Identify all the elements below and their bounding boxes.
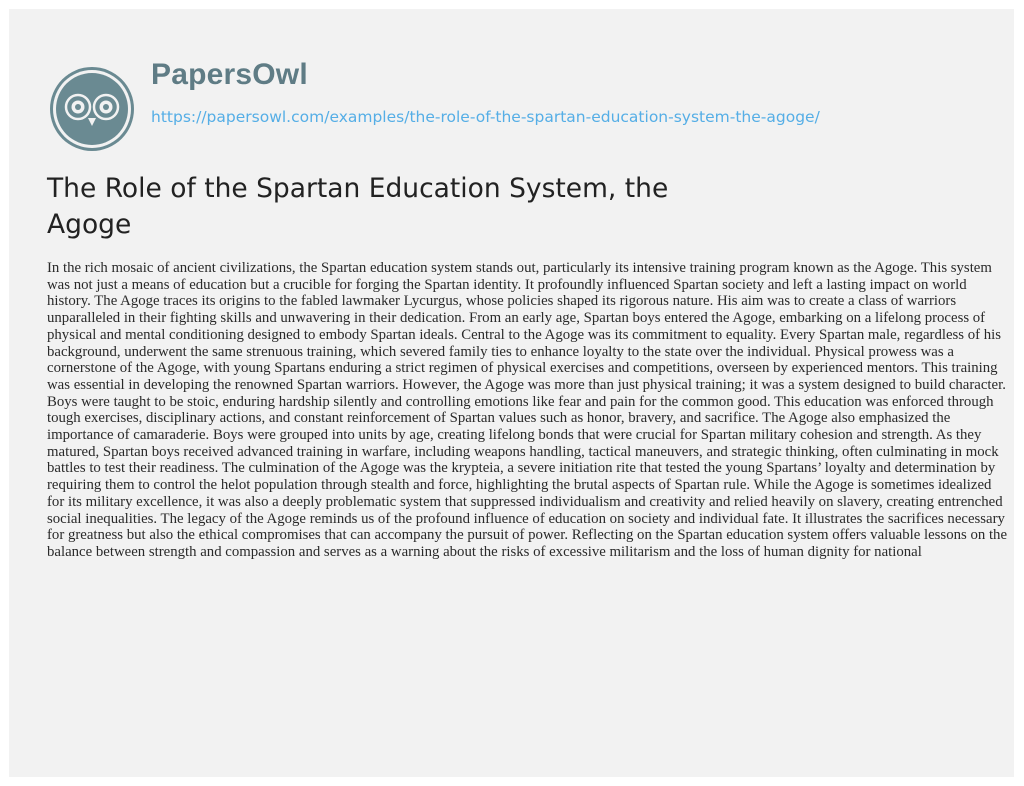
article-body: In the rich mosaic of ancient civilizations, the Spartan education system stands out, particularly its intensive training program known as the Agoge. This system was not just a means of education but a crucible for forging the Spartan identity. It profoundly influenced Spartan society and left a lasting impact on world history. The Agoge traces its origins to the fabled lawmaker Lycurgus, whose policies shaped its rigorous nature. His aim was to create a class of warriors unparalleled in their fighting skills and unwavering in their dedication. From an early age, Spartan boys entered the Agoge, embarking on a lifelong process of physical and mental conditioning designed to embody Spartan ideals. Central to the Agoge was its commitment to equality. Every Spartan male, regardless of his background, underwent the same strenuous training, which severed family ties to enhance loyalty to the state over the individual. Physical prowess was a cornerstone of the Agoge, with young Spartans enduring a strict regimen of physical exercises and competitions, overseen by experienced mentors. This training was essential in developing the renowned Spartan warriors. However, the Agoge was more than just physical training; it was a system designed to build character. Boys were taught to be stoic, enduring hardship silently and controlling emotions like fear and pain for the common good. This education was enforced through tough exercises, disciplinary actions, and constant reinforcement of Spartan values such as honor, bravery, and sacrifice. The Agoge also emphasized the importance of camaraderie. Boys were grouped into units by age, creating lifelong bonds that were crucial for Spartan military cohesion and strength. As they matured, Spartan boys received advanced training in warfare, including weapons handling, tactical maneuvers, and strategic thinking, often culminating in mock battles to test their readiness. The culmination of the Agoge was the krypteia, a severe initiation rite that tested the young Spartans’ loyalty and determination by requiring them to control the helot population through stealth and force, highlighting the brutal aspects of Spartan rule. While the Agoge is sometimes idealized for its military excellence, it was also a deeply problematic system that suppressed individualism and creativity and relied heavily on slavery, creating entrenched social inequalities. The legacy of the Agoge reminds us of the profound influence of education on society and individual fate. It illustrates the sacrifices necessary for greatness but also the ethical compromises that can accompany the pursuit of power. Reflecting on the Spartan education system offers valuable lessons on the balance between strength and compassion and serves as a warning about the risks of excessive militarism and the loss of human dignity for national [47, 260, 1008, 560]
owl-eyes-logo-icon[interactable] [47, 64, 137, 154]
article-title: The Role of the Spartan Education System, the Agoge [47, 173, 669, 240]
source-url-link[interactable]: https://papersowl.com/examples/the-role-of-the-spartan-education-system-the-agoge/ [151, 108, 820, 126]
brand-name[interactable]: PapersOwl [151, 58, 308, 91]
